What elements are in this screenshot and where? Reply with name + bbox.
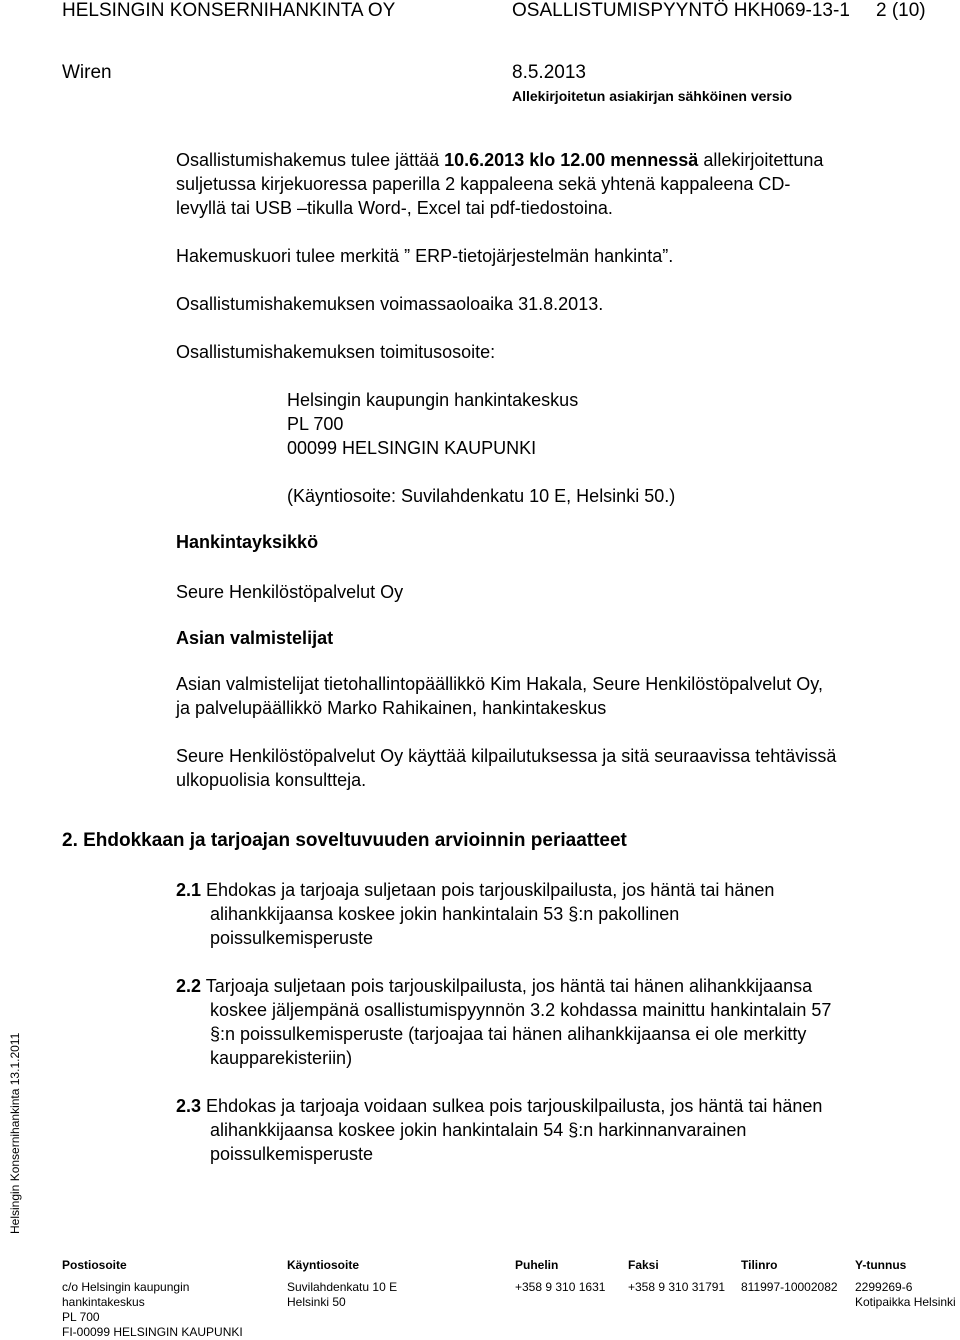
address-line-2: PL 700 bbox=[287, 414, 344, 434]
footer-fax-label: Faksi bbox=[628, 1258, 659, 1272]
footer-visit-column bbox=[287, 1258, 397, 1310]
footer-postal-2: hankintakeskus bbox=[62, 1295, 145, 1309]
footer-domicile: Kotipaikka Helsinki bbox=[855, 1295, 956, 1309]
footer-ytunnus: 2299269-6 bbox=[855, 1280, 913, 1294]
preparers-line-2: ja palvelupäällikkö Marko Rahikainen, hankintakeskus bbox=[176, 698, 607, 718]
footer-fax-column bbox=[628, 1258, 725, 1295]
address-line-1: Helsingin kaupungin hankintakeskus bbox=[287, 390, 579, 410]
section-2-heading: 2. Ehdokkaan ja tarjoajan soveltuvuuden arvioinnin periaatteet bbox=[62, 830, 627, 851]
footer-postal-4: FI-00099 HELSINGIN KAUPUNKI bbox=[62, 1325, 243, 1339]
item-2-2-number: 2.2 bbox=[176, 976, 202, 996]
footer-phone-label: Puhelin bbox=[515, 1258, 559, 1272]
footer-visit-label: Käyntiosoite bbox=[287, 1258, 360, 1272]
item-2-1-line-3: poissulkemisperuste bbox=[210, 928, 374, 948]
preparers-line-1: Asian valmistelijat tietohallintopäällikkö Kim Hakala, Seure Henkilöstöpalvelut Oy, bbox=[176, 674, 823, 694]
footer-phone-column bbox=[515, 1258, 605, 1295]
footer-account-label: Tilinro bbox=[741, 1258, 778, 1272]
validity-period: Osallistumishakemuksen voimassaoloaika 31.8.2013. bbox=[176, 294, 604, 314]
item-2-2-line-4: kaupparekisteriin) bbox=[210, 1048, 353, 1068]
footer-ytunnus-column bbox=[855, 1258, 956, 1310]
footer-postal-column bbox=[62, 1258, 243, 1340]
sidebar-template-label: Helsingin Konsernihankinta 13.1.2011 bbox=[8, 1032, 22, 1234]
footer-postal-3: PL 700 bbox=[62, 1310, 100, 1324]
address-line-3: 00099 HELSINGIN KAUPUNKI bbox=[287, 438, 537, 458]
footer-visit-2: Helsinki 50 bbox=[287, 1295, 346, 1309]
preparers-heading: Asian valmistelijat bbox=[176, 628, 334, 648]
consultants-line-2: ulkopuolisia konsultteja. bbox=[176, 770, 367, 790]
item-2-2-line-3: §:n poissulkemisperuste (tarjoajaa tai hänen alihankkijaansa ei ole merkitty bbox=[210, 1024, 807, 1044]
deadline-text-a: Osallistumishakemus tulee jättää bbox=[176, 150, 445, 170]
delivery-address-label: Osallistumishakemuksen toimitusosoite: bbox=[176, 342, 496, 362]
header-doc-id: OSALLISTUMISPYYNTÖ HKH069-13-1 bbox=[512, 0, 850, 21]
envelope-marking: Hakemuskuori tulee merkitä ” ERP-tietojärjestelmän hankinta”. bbox=[176, 246, 674, 266]
submission-deadline-line bbox=[176, 148, 823, 172]
footer-phone: +358 9 310 1631 bbox=[515, 1280, 606, 1294]
deadline-bold: 10.6.2013 klo 12.00 mennessä bbox=[444, 150, 699, 170]
procurement-unit-name: Seure Henkilöstöpalvelut Oy bbox=[176, 582, 404, 602]
item-2-3-line-3: poissulkemisperuste bbox=[210, 1144, 374, 1164]
item-2-3-line-2: alihankkijaansa koskee jokin hankintalain 54 §:n harkinnanvarainen bbox=[210, 1120, 747, 1140]
consultants-line-1: Seure Henkilöstöpalvelut Oy käyttää kilpailutuksessa ja sitä seuraavissa tehtävissä bbox=[176, 746, 837, 766]
header-date: 8.5.2013 bbox=[512, 62, 586, 83]
footer-visit-1: Suvilahdenkatu 10 E bbox=[287, 1280, 398, 1294]
submission-line-2: suljetussa kirjekuoressa paperilla 2 kappaleena sekä yhtenä kappaleena CD- bbox=[176, 174, 791, 194]
header-signed-note: Allekirjoitetun asiakirjan sähköinen versio bbox=[512, 88, 793, 104]
submission-line-3: levyllä tai USB –tikulla Word-, Excel tai pdf-tiedostoina. bbox=[176, 198, 613, 218]
item-2-3-number: 2.3 bbox=[176, 1096, 202, 1116]
footer-fax: +358 9 310 31791 bbox=[628, 1280, 726, 1294]
header-author: Wiren bbox=[62, 62, 112, 83]
footer-account: 811997-10002082 bbox=[741, 1280, 838, 1294]
deadline-text-b: allekirjoitettuna bbox=[698, 150, 824, 170]
item-2-1-number: 2.1 bbox=[176, 880, 202, 900]
item-2-2-line-2: koskee jäljempänä osallistumispyynnön 3.2 kohdassa mainittu hankintalain 57 bbox=[210, 1000, 832, 1020]
item-2-1-line-1: 2.1 Ehdokas ja tarjoaja suljetaan pois tarjouskilpailusta, jos häntä tai hänen bbox=[176, 880, 775, 900]
header-org: HELSINGIN KONSERNIHANKINTA OY bbox=[62, 0, 396, 21]
item-2-1-line-2: alihankkijaansa koskee jokin hankintalain 53 §:n pakollinen bbox=[210, 904, 680, 924]
item-2-2-line-1: 2.2 Tarjoaja suljetaan pois tarjouskilpailusta, jos häntä tai hänen alihankkijaansa bbox=[176, 976, 813, 996]
procurement-unit-heading: Hankintayksikkö bbox=[176, 532, 319, 552]
footer-account-column bbox=[741, 1258, 838, 1295]
header-page-number: 2 (10) bbox=[876, 0, 926, 21]
footer-postal-label: Postiosoite bbox=[62, 1258, 127, 1272]
visiting-address: (Käyntiosoite: Suvilahdenkatu 10 E, Helsinki 50.) bbox=[287, 486, 676, 506]
footer-ytunnus-label: Y-tunnus bbox=[855, 1258, 907, 1272]
item-2-3-line-1: 2.3 Ehdokas ja tarjoaja voidaan sulkea pois tarjouskilpailusta, jos häntä tai hänen bbox=[176, 1096, 823, 1116]
footer-postal-1: c/o Helsingin kaupungin bbox=[62, 1280, 190, 1294]
